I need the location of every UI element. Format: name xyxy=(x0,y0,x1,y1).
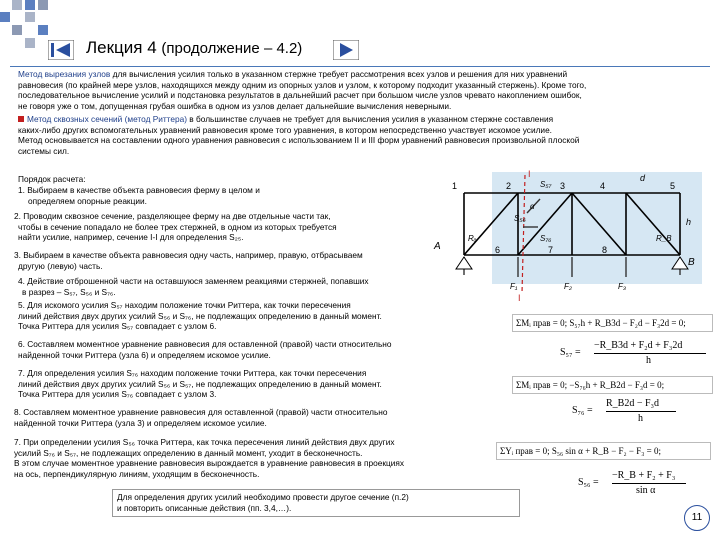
title-sub: (продолжение – 4.2) xyxy=(161,40,303,57)
force-label-ra: Rₐ xyxy=(468,234,477,243)
page-number: 11 xyxy=(684,505,710,531)
ritter-line: системы сил. xyxy=(18,145,70,156)
step-3 xyxy=(14,250,363,271)
moment-equation-6 xyxy=(512,314,713,332)
order-heading: Порядок расчета: xyxy=(18,174,86,184)
prev-slide-button[interactable] xyxy=(48,40,74,60)
step-line: 7. При определении усилия S₅₆ точка Риттера, как точка пересечения линий действия двух других xyxy=(14,437,395,447)
node-label: 1 xyxy=(452,181,458,191)
support-label-b: B xyxy=(688,257,695,268)
ritter-line: в большинстве случаев не требует для вычисления усилия в указанном стержне составления xyxy=(187,114,554,124)
node-label: 4 xyxy=(600,181,606,191)
step-4 xyxy=(18,276,369,297)
fraction-bar xyxy=(612,483,686,484)
intro-lead: Метод вырезания узлов xyxy=(18,69,111,79)
ritter-lead: Метод сквозных сечений (метод Риттера) xyxy=(27,114,187,124)
corner-square xyxy=(12,25,22,35)
formula-lhs: S₅₆ = xyxy=(578,477,599,488)
corner-square xyxy=(25,12,35,22)
dimension-d-label: d xyxy=(640,173,646,183)
formula-numerator: R_B2d − F₃d xyxy=(606,398,660,409)
step-5 xyxy=(18,300,382,332)
force-label-s56: S₅₆ xyxy=(514,214,526,223)
node-label: 7 xyxy=(548,245,554,255)
note-box xyxy=(112,489,520,517)
step-line: Точка Риттера для усилия S₅₇ совпадает с узлом 6. xyxy=(18,321,217,332)
step-line: 7. Для определения усилия S₇₆ находим положение точки Риттера, как точки пересечения xyxy=(18,368,367,378)
step-line: линий действия двух других усилий S₅₆ и S₇₆, не подлежащих определению в данный момент. xyxy=(18,310,382,321)
pin-support-a xyxy=(456,257,472,269)
formula-denominator: h xyxy=(638,413,643,424)
projection-equation xyxy=(496,442,711,460)
step-line: найденной точки Риттера (узла 6) и определяем искомое усилие. xyxy=(18,349,271,360)
corner-square xyxy=(25,0,35,10)
force-label-s57: S₅₇ xyxy=(540,180,552,189)
step-1 xyxy=(18,185,260,206)
force-label-f1: F₁ xyxy=(510,282,518,291)
ritter-paragraph xyxy=(18,114,718,156)
formula-body: S₅₆ sin α + R_B − F₂ − F₃ = 0; xyxy=(551,446,661,456)
ritter-line: Метод основывается на составлении одного уравнения равновесия с использованием II и III форм уравнений равновесия произвольной плоской xyxy=(18,135,580,146)
step-line: на ось, перпендикулярную линиям, уходящим в бесконечность. xyxy=(14,468,260,479)
intro-paragraph xyxy=(18,69,718,111)
step-line: 6. Составляем моментное уравнение равновесия для оставленной (правой) части относительно xyxy=(18,339,392,349)
formula-numerator: −R_B + F₂ + F₃ xyxy=(612,470,676,481)
formula-sum: ΣMᵢ прав = 0; xyxy=(516,318,568,328)
corner-square xyxy=(38,0,48,10)
formula-lhs: S₅₇ = xyxy=(560,347,581,358)
intro-line: для вычисления усилия только в указанном стержне требует рассмотрения всех узлов и решения для них уравнений xyxy=(110,69,568,79)
step-2 xyxy=(14,211,337,243)
dimension-h-label: h xyxy=(686,217,692,227)
step-line: Точка Риттера для усилия S₇₆ совпадает с узлом 3. xyxy=(18,389,217,400)
formula-body: −S₇₆h + R_B2d − F₃d = 0; xyxy=(569,380,665,390)
step-line: 8. Составляем моментное уравнение равновесия для оставленной (правой) части относительно xyxy=(14,407,388,417)
force-label-s76: S₇₆ xyxy=(540,234,552,243)
node-label: 8 xyxy=(602,245,608,255)
formula-sum: ΣMᵢ прав = 0; xyxy=(516,380,568,390)
step-line: 3. Выбираем в качестве объекта равновесия одну часть, например, правую, отбрасываем xyxy=(14,250,363,260)
force-label-f2: F₂ xyxy=(564,282,572,291)
result-s56 xyxy=(578,470,698,498)
result-s57 xyxy=(560,340,710,368)
note-line: Для определения других усилий необходимо провести другое сечение (п.2) xyxy=(117,492,409,502)
formula-denominator: h xyxy=(646,355,651,366)
cut-label-bottom: I xyxy=(518,293,521,303)
step-9 xyxy=(14,437,404,479)
force-label-f3: F₃ xyxy=(618,282,627,291)
step-line: в разрез – S₅₇, S₅₆ и S₇₆. xyxy=(22,286,116,297)
step-line: 5. Для искомого усилия S₅₇ находим положение точки Риттера, как точки пересечения xyxy=(18,300,351,310)
formula-lhs: S₇₆ = xyxy=(572,405,593,416)
intro-line: последовательное вычисление усилий и подстановка результатов в дальнейший расчет при большом числе узлов чревато накоплением ошибок, xyxy=(18,90,582,101)
step-8 xyxy=(14,407,388,428)
intro-line: равновесия (по крайней мере узлов, находящихся между одним из опорных узлов и узлом, к которому подходит указанный стержень). Кроме того, xyxy=(18,79,587,90)
node-label: 6 xyxy=(495,245,501,255)
step-line: найти усилие, например, сечение I-I для определения S₂₅. xyxy=(18,232,244,243)
header-divider xyxy=(10,66,710,67)
cut-label-top: I xyxy=(528,169,531,179)
skip-back-icon xyxy=(48,40,74,60)
note-line: и повторить описанные действия (пп. 3,4,…). xyxy=(117,503,292,513)
node-label: 5 xyxy=(670,181,676,191)
intro-line: не говоря уже о том, допущенная грубая ошибка в одном из узлов делает дальнейшие вычисления неверными. xyxy=(18,100,452,111)
next-slide-button[interactable] xyxy=(333,40,359,60)
support-label-a: A xyxy=(434,241,441,252)
moment-equation-3 xyxy=(512,376,713,394)
node-label: 3 xyxy=(560,181,566,191)
roller-support-b xyxy=(672,257,688,269)
step-line: другую (левую) часть. xyxy=(18,260,103,271)
step-line: 4. Действие отброшенной части на оставшуюся заменяем реакциями стержней, попавших xyxy=(18,276,369,286)
step-line: усилий S₇₆ и S₅₇, не подлежащих определению в данный момент, уходит в бесконечность. xyxy=(14,447,363,458)
step-6 xyxy=(18,339,392,360)
page-title xyxy=(86,38,302,58)
step-7 xyxy=(18,368,382,400)
angle-alpha-label: α xyxy=(530,202,535,211)
step-line: найденной точки Риттера (узла 3) и определяем искомое усилие. xyxy=(14,417,267,428)
node-label: 2 xyxy=(506,181,512,191)
corner-square xyxy=(38,25,48,35)
result-s76 xyxy=(572,398,702,426)
corner-square xyxy=(0,12,10,22)
fraction-bar xyxy=(594,353,706,354)
formula-denominator: sin α xyxy=(636,485,656,496)
bullet-square-icon xyxy=(18,116,24,122)
corner-square xyxy=(12,0,22,10)
truss-diagram xyxy=(430,165,715,305)
fraction-bar xyxy=(606,411,676,412)
formula-sum: ΣYᵢ прав = 0; xyxy=(500,446,550,456)
title-main: Лекция 4 xyxy=(86,38,157,57)
step-line: определяем опорные реакции. xyxy=(28,195,147,206)
next-icon xyxy=(333,40,359,60)
step-line: В этом случае моментное уравнение равновесия вырождается в уравнение равновесия в проекциях xyxy=(14,458,405,469)
step-line: 1. Выбираем в качестве объекта равновесия ферму в целом и xyxy=(18,185,260,195)
step-line: линий действия двух других усилий S₅₆ и S₅₇, не подлежащих определению в данный момент. xyxy=(18,378,382,389)
ritter-line: каких-либо других вспомогательных уравнений равновесия кроме того уравнения, в котором непосредственно участвует искомое усилие. xyxy=(18,124,552,135)
step-line: чтобы в сечение попадало не более трех стержней, в одном из которых требуется xyxy=(18,221,337,232)
formula-body: S₅₇h + R_B3d − F₂d − F₃2d = 0; xyxy=(569,318,686,328)
step-line: 2. Проводим сквозное сечение, разделяющее ферму на две отдельные части так, xyxy=(14,211,331,221)
formula-numerator: −R_B3d + F₂d + F₃2d xyxy=(594,340,683,351)
force-label-rb: R_B xyxy=(656,234,672,243)
corner-square xyxy=(25,38,35,48)
